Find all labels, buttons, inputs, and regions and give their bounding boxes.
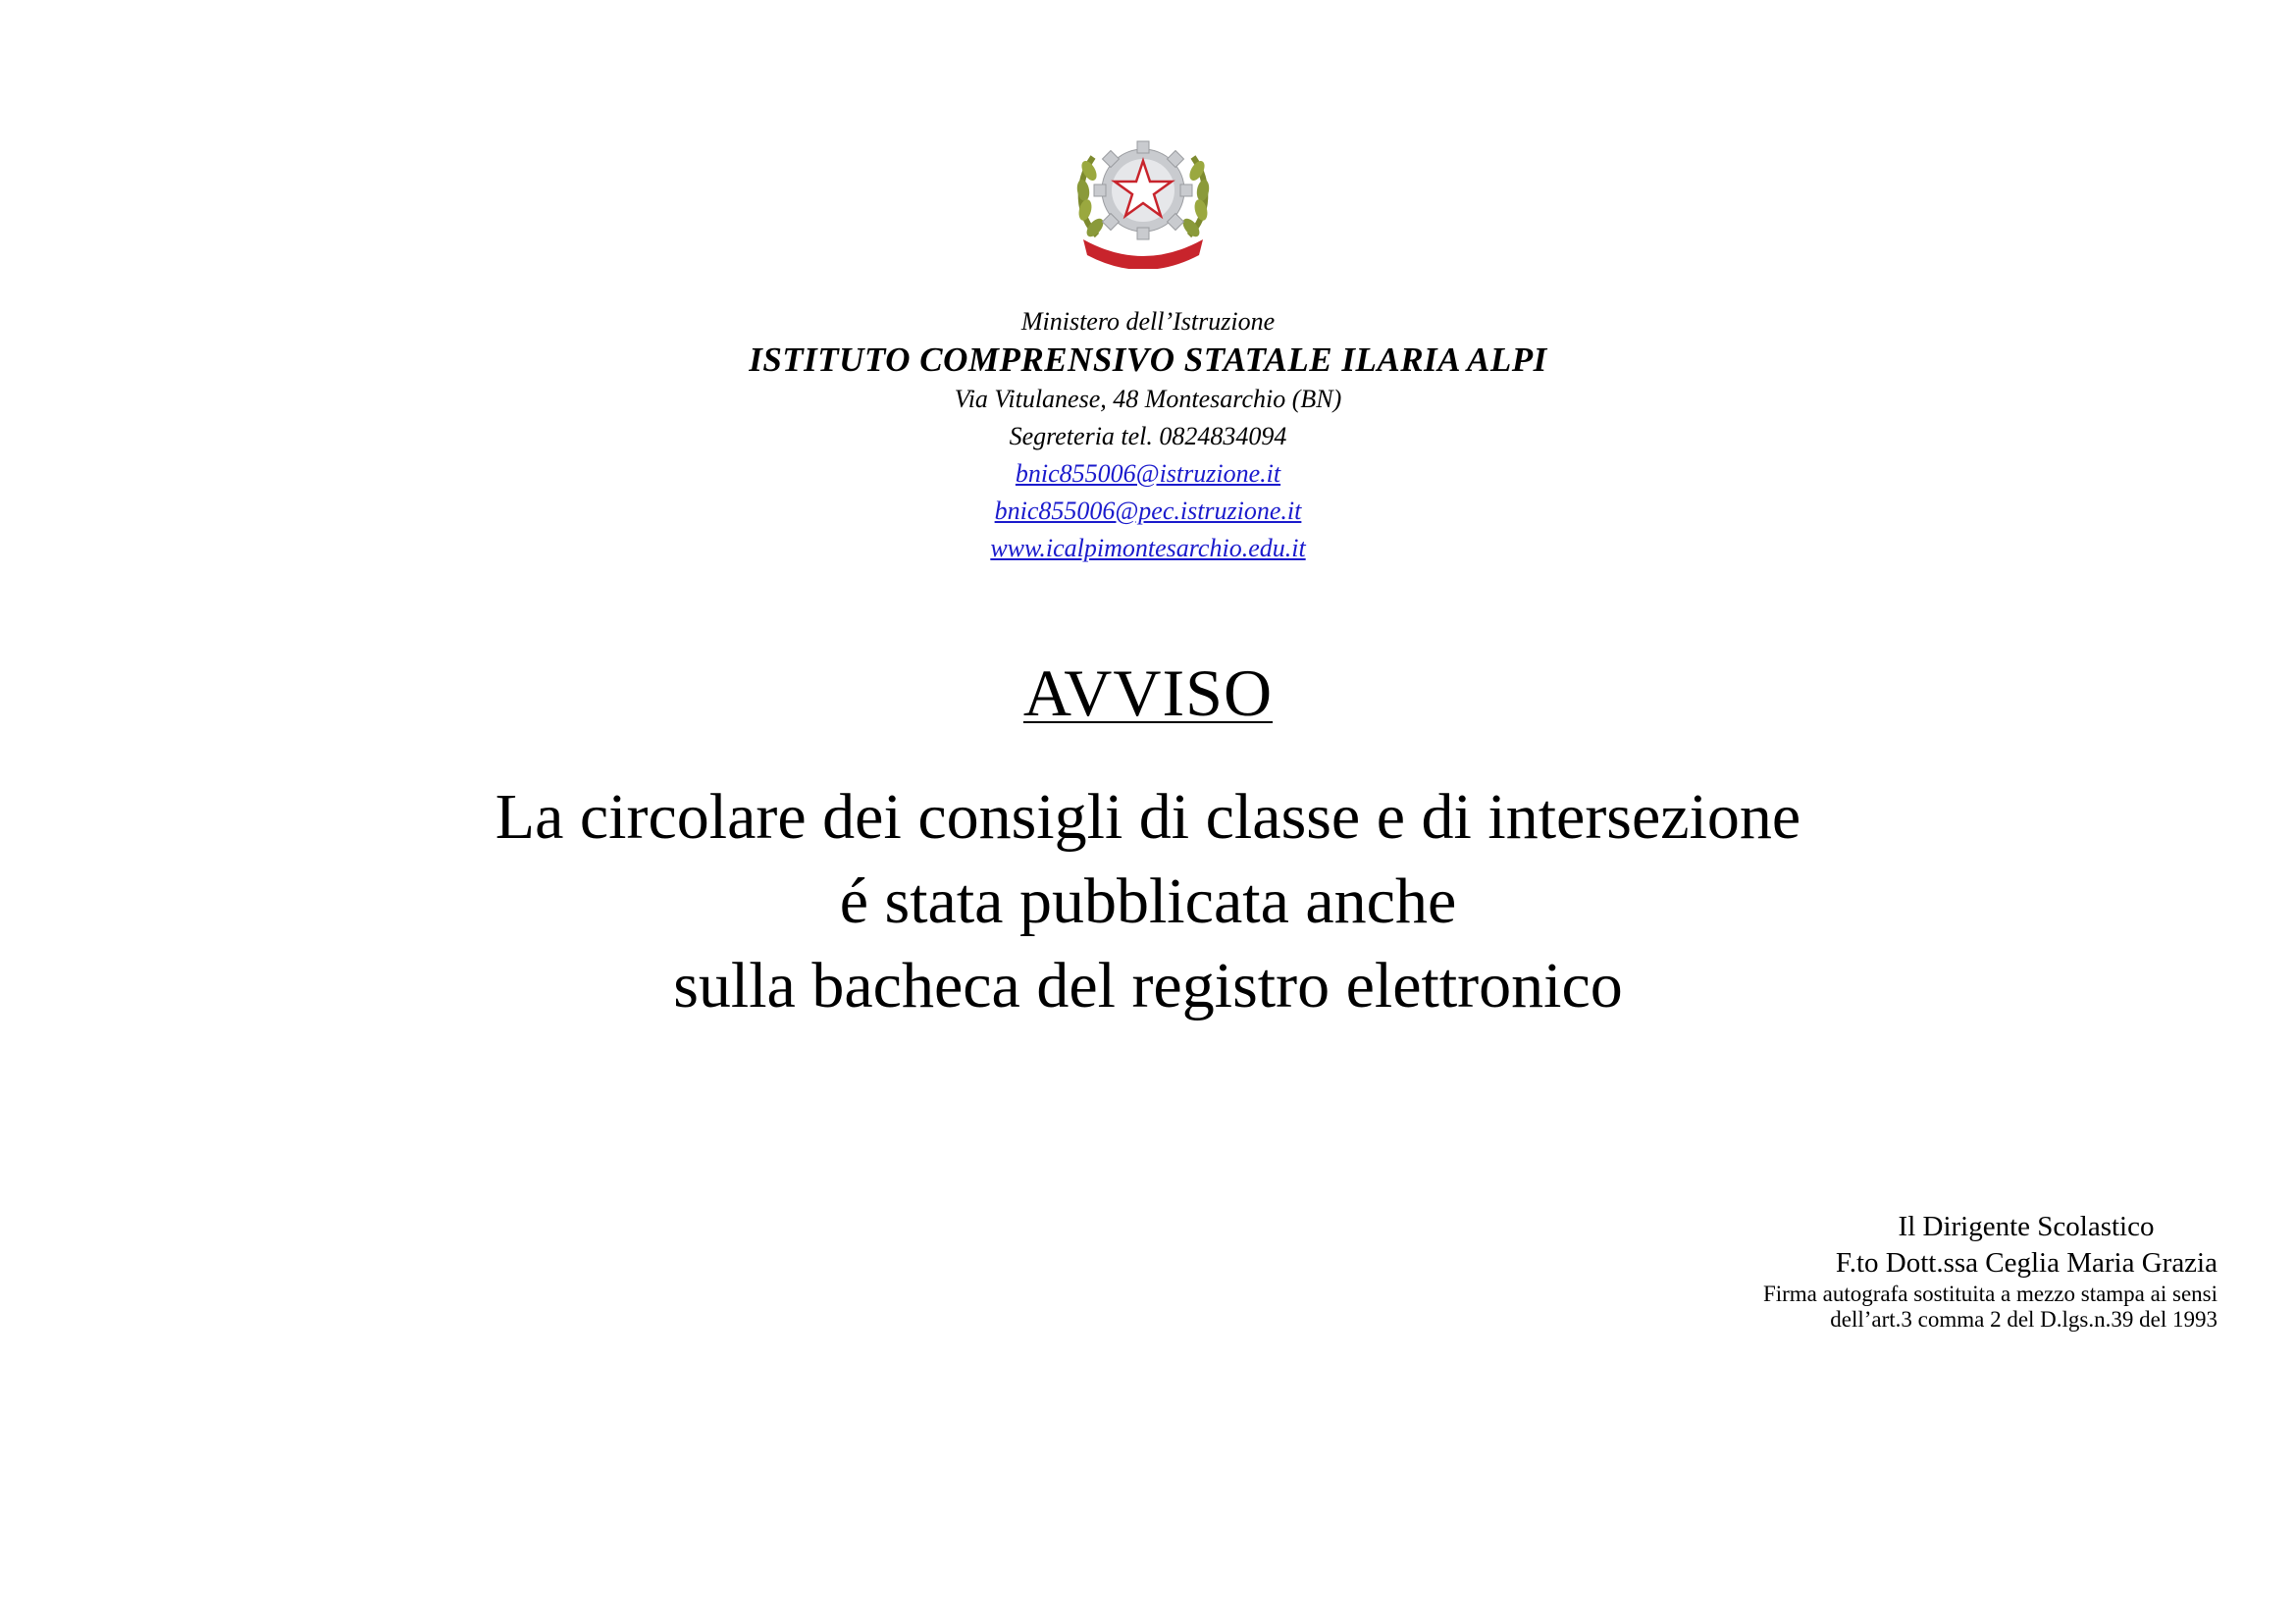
pec-link[interactable]: bnic855006@pec.istruzione.it	[994, 497, 1302, 525]
signature-note: Firma autografa sostituita a mezzo stampa ai sensi	[1762, 1282, 2218, 1306]
notice-line: é stata pubblicata anche	[839, 865, 1457, 937]
email-link[interactable]: bnic855006@istruzione.it	[1015, 459, 1281, 488]
website-link[interactable]: www.icalpimontesarchio.edu.it	[990, 534, 1306, 562]
notice-line: La circolare dei consigli di classe e di intersezione	[495, 781, 1801, 853]
school-address: Via Vitulanese, 48 Montesarchio (BN)	[954, 385, 1342, 413]
signature-block	[1531, 1209, 2218, 1333]
ministry-name: Ministero dell’Istruzione	[1020, 307, 1276, 336]
school-name: ISTITUTO COMPRENSIVO STATALE ILARIA ALPI	[749, 340, 1547, 379]
signature-note: dell’art.3 comma 2 del D.lgs.n.39 del 1993	[1830, 1307, 2218, 1332]
notice-line: sulla bacheca del registro elettronico	[673, 950, 1623, 1021]
notice-body	[0, 775, 2296, 1028]
signature-role: Il Dirigente Scolastico	[1898, 1211, 2155, 1242]
notice-title: AVVISO	[1022, 655, 1274, 730]
italian-republic-emblem-icon	[1070, 126, 1217, 269]
signature-name: F.to Dott.ssa Ceglia Maria Grazia	[1835, 1247, 2218, 1279]
school-phone: Segreteria tel. 0824834094	[1009, 422, 1287, 450]
letterhead	[0, 304, 2296, 567]
